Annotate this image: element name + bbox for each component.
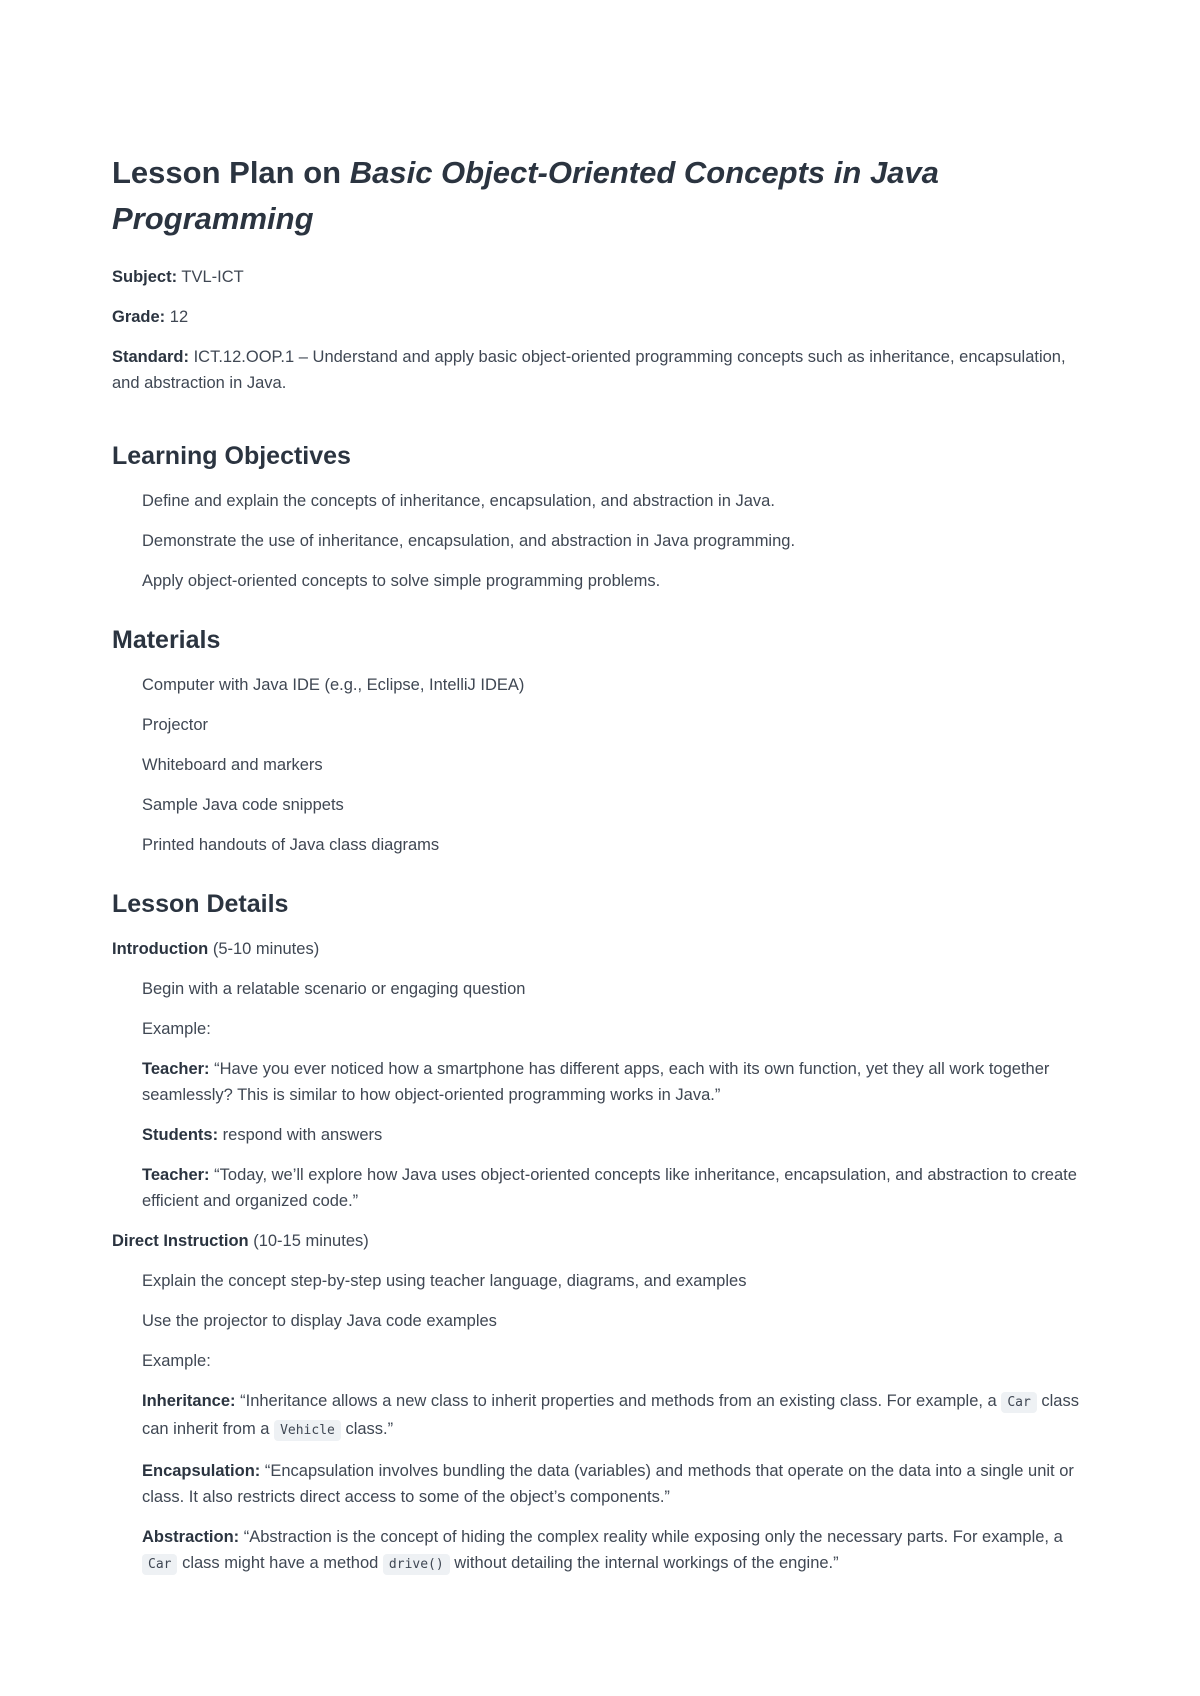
abstraction-text: class might have a method bbox=[177, 1554, 383, 1572]
material-item: Printed handouts of Java class diagrams bbox=[142, 836, 440, 854]
encapsulation-line bbox=[142, 1458, 1097, 1510]
material-item: Computer with Java IDE (e.g., Eclipse, IntelliJ IDEA) bbox=[142, 676, 525, 694]
subject-line bbox=[112, 264, 1097, 290]
direct-instruction-duration: (10-15 minutes) bbox=[248, 1232, 369, 1250]
materials-section bbox=[112, 624, 1097, 858]
subject-label: Subject: bbox=[112, 268, 178, 286]
objective-item: Define and explain the concepts of inheritance, encapsulation, and abstraction in Java. bbox=[142, 492, 775, 510]
grade-value: 12 bbox=[165, 308, 189, 326]
materials-heading: Materials bbox=[112, 626, 221, 654]
teacher-text: “Have you ever noticed how a smartphone has different apps, each with its own function, yet they all work together seamlessly? This is similar to how object-oriented programming works in Java.” bbox=[142, 1060, 1050, 1104]
document-page bbox=[112, 150, 1097, 1608]
material-item: Projector bbox=[142, 716, 209, 734]
code-vehicle: Vehicle bbox=[274, 1420, 341, 1441]
introduction-duration: (5-10 minutes) bbox=[208, 940, 320, 958]
abstraction-line bbox=[142, 1524, 1097, 1578]
grade-line bbox=[112, 304, 1097, 330]
grade-label: Grade: bbox=[112, 308, 166, 326]
inheritance-line bbox=[142, 1388, 1097, 1444]
abstraction-label: Abstraction: bbox=[142, 1528, 240, 1546]
title-emphasis: Basic Object-Oriented Concepts in Java Programming bbox=[112, 155, 939, 236]
introduction-label: Introduction bbox=[112, 940, 209, 958]
inheritance-text: class.” bbox=[340, 1420, 394, 1438]
objective-item: Apply object-oriented concepts to solve simple programming problems. bbox=[142, 572, 661, 590]
title-prefix: Lesson Plan on bbox=[112, 155, 350, 190]
objectives-heading: Learning Objectives bbox=[112, 442, 351, 470]
students-line bbox=[142, 1122, 1097, 1148]
teacher-line bbox=[142, 1162, 1097, 1214]
teacher-label: Teacher: bbox=[142, 1166, 210, 1184]
standard-line bbox=[112, 344, 1097, 396]
inheritance-text: “Inheritance allows a new class to inherit properties and methods from an existing class. For example, a bbox=[235, 1392, 1002, 1410]
code-car: Car bbox=[1001, 1392, 1036, 1413]
direct-instruction-label: Direct Instruction bbox=[112, 1232, 249, 1250]
page-title bbox=[112, 150, 1097, 242]
objectives-section bbox=[112, 440, 1097, 594]
direct-instruction-subheading bbox=[112, 1228, 1097, 1254]
encapsulation-text: “Encapsulation involves bundling the data (variables) and methods that operate on the data into a single unit or class. It also restricts direct access to some of the object’s components.” bbox=[142, 1462, 1074, 1506]
students-text: respond with answers bbox=[218, 1126, 383, 1144]
direct-step: Use the projector to display Java code examples bbox=[142, 1312, 497, 1330]
material-item: Whiteboard and markers bbox=[142, 756, 323, 774]
standard-label: Standard: bbox=[112, 348, 190, 366]
direct-example-label: Example: bbox=[142, 1352, 211, 1370]
lesson-details-heading: Lesson Details bbox=[112, 890, 289, 918]
inheritance-text: class can inherit from a bbox=[142, 1392, 1079, 1438]
introduction-subheading bbox=[112, 936, 1097, 962]
standard-value: ICT.12.OOP.1 – Understand and apply basic object-oriented programming concepts such as inheritance, encapsulation, and abstraction in Java. bbox=[112, 348, 1066, 392]
teacher-label: Teacher: bbox=[142, 1060, 210, 1078]
subject-value: TVL-ICT bbox=[177, 268, 244, 286]
students-label: Students: bbox=[142, 1126, 219, 1144]
abstraction-text: without detailing the internal workings of the engine.” bbox=[449, 1554, 839, 1572]
intro-example-label: Example: bbox=[142, 1020, 211, 1038]
material-item: Sample Java code snippets bbox=[142, 796, 344, 814]
lesson-details-section bbox=[112, 888, 1097, 1578]
encapsulation-label: Encapsulation: bbox=[142, 1462, 261, 1480]
code-drive: drive() bbox=[383, 1554, 450, 1575]
abstraction-text: “Abstraction is the concept of hiding the complex reality while exposing only the necessary parts. For example, a bbox=[239, 1528, 1063, 1546]
direct-step: Explain the concept step-by-step using teacher language, diagrams, and examples bbox=[142, 1272, 747, 1290]
code-car: Car bbox=[142, 1554, 177, 1575]
objective-item: Demonstrate the use of inheritance, encapsulation, and abstraction in Java programming. bbox=[142, 532, 796, 550]
intro-step: Begin with a relatable scenario or engaging question bbox=[142, 980, 526, 998]
teacher-text: “Today, we’ll explore how Java uses object-oriented concepts like inheritance, encapsulation, and abstraction to create efficient and organized code.” bbox=[142, 1166, 1077, 1210]
inheritance-label: Inheritance: bbox=[142, 1392, 236, 1410]
teacher-line bbox=[142, 1056, 1097, 1108]
